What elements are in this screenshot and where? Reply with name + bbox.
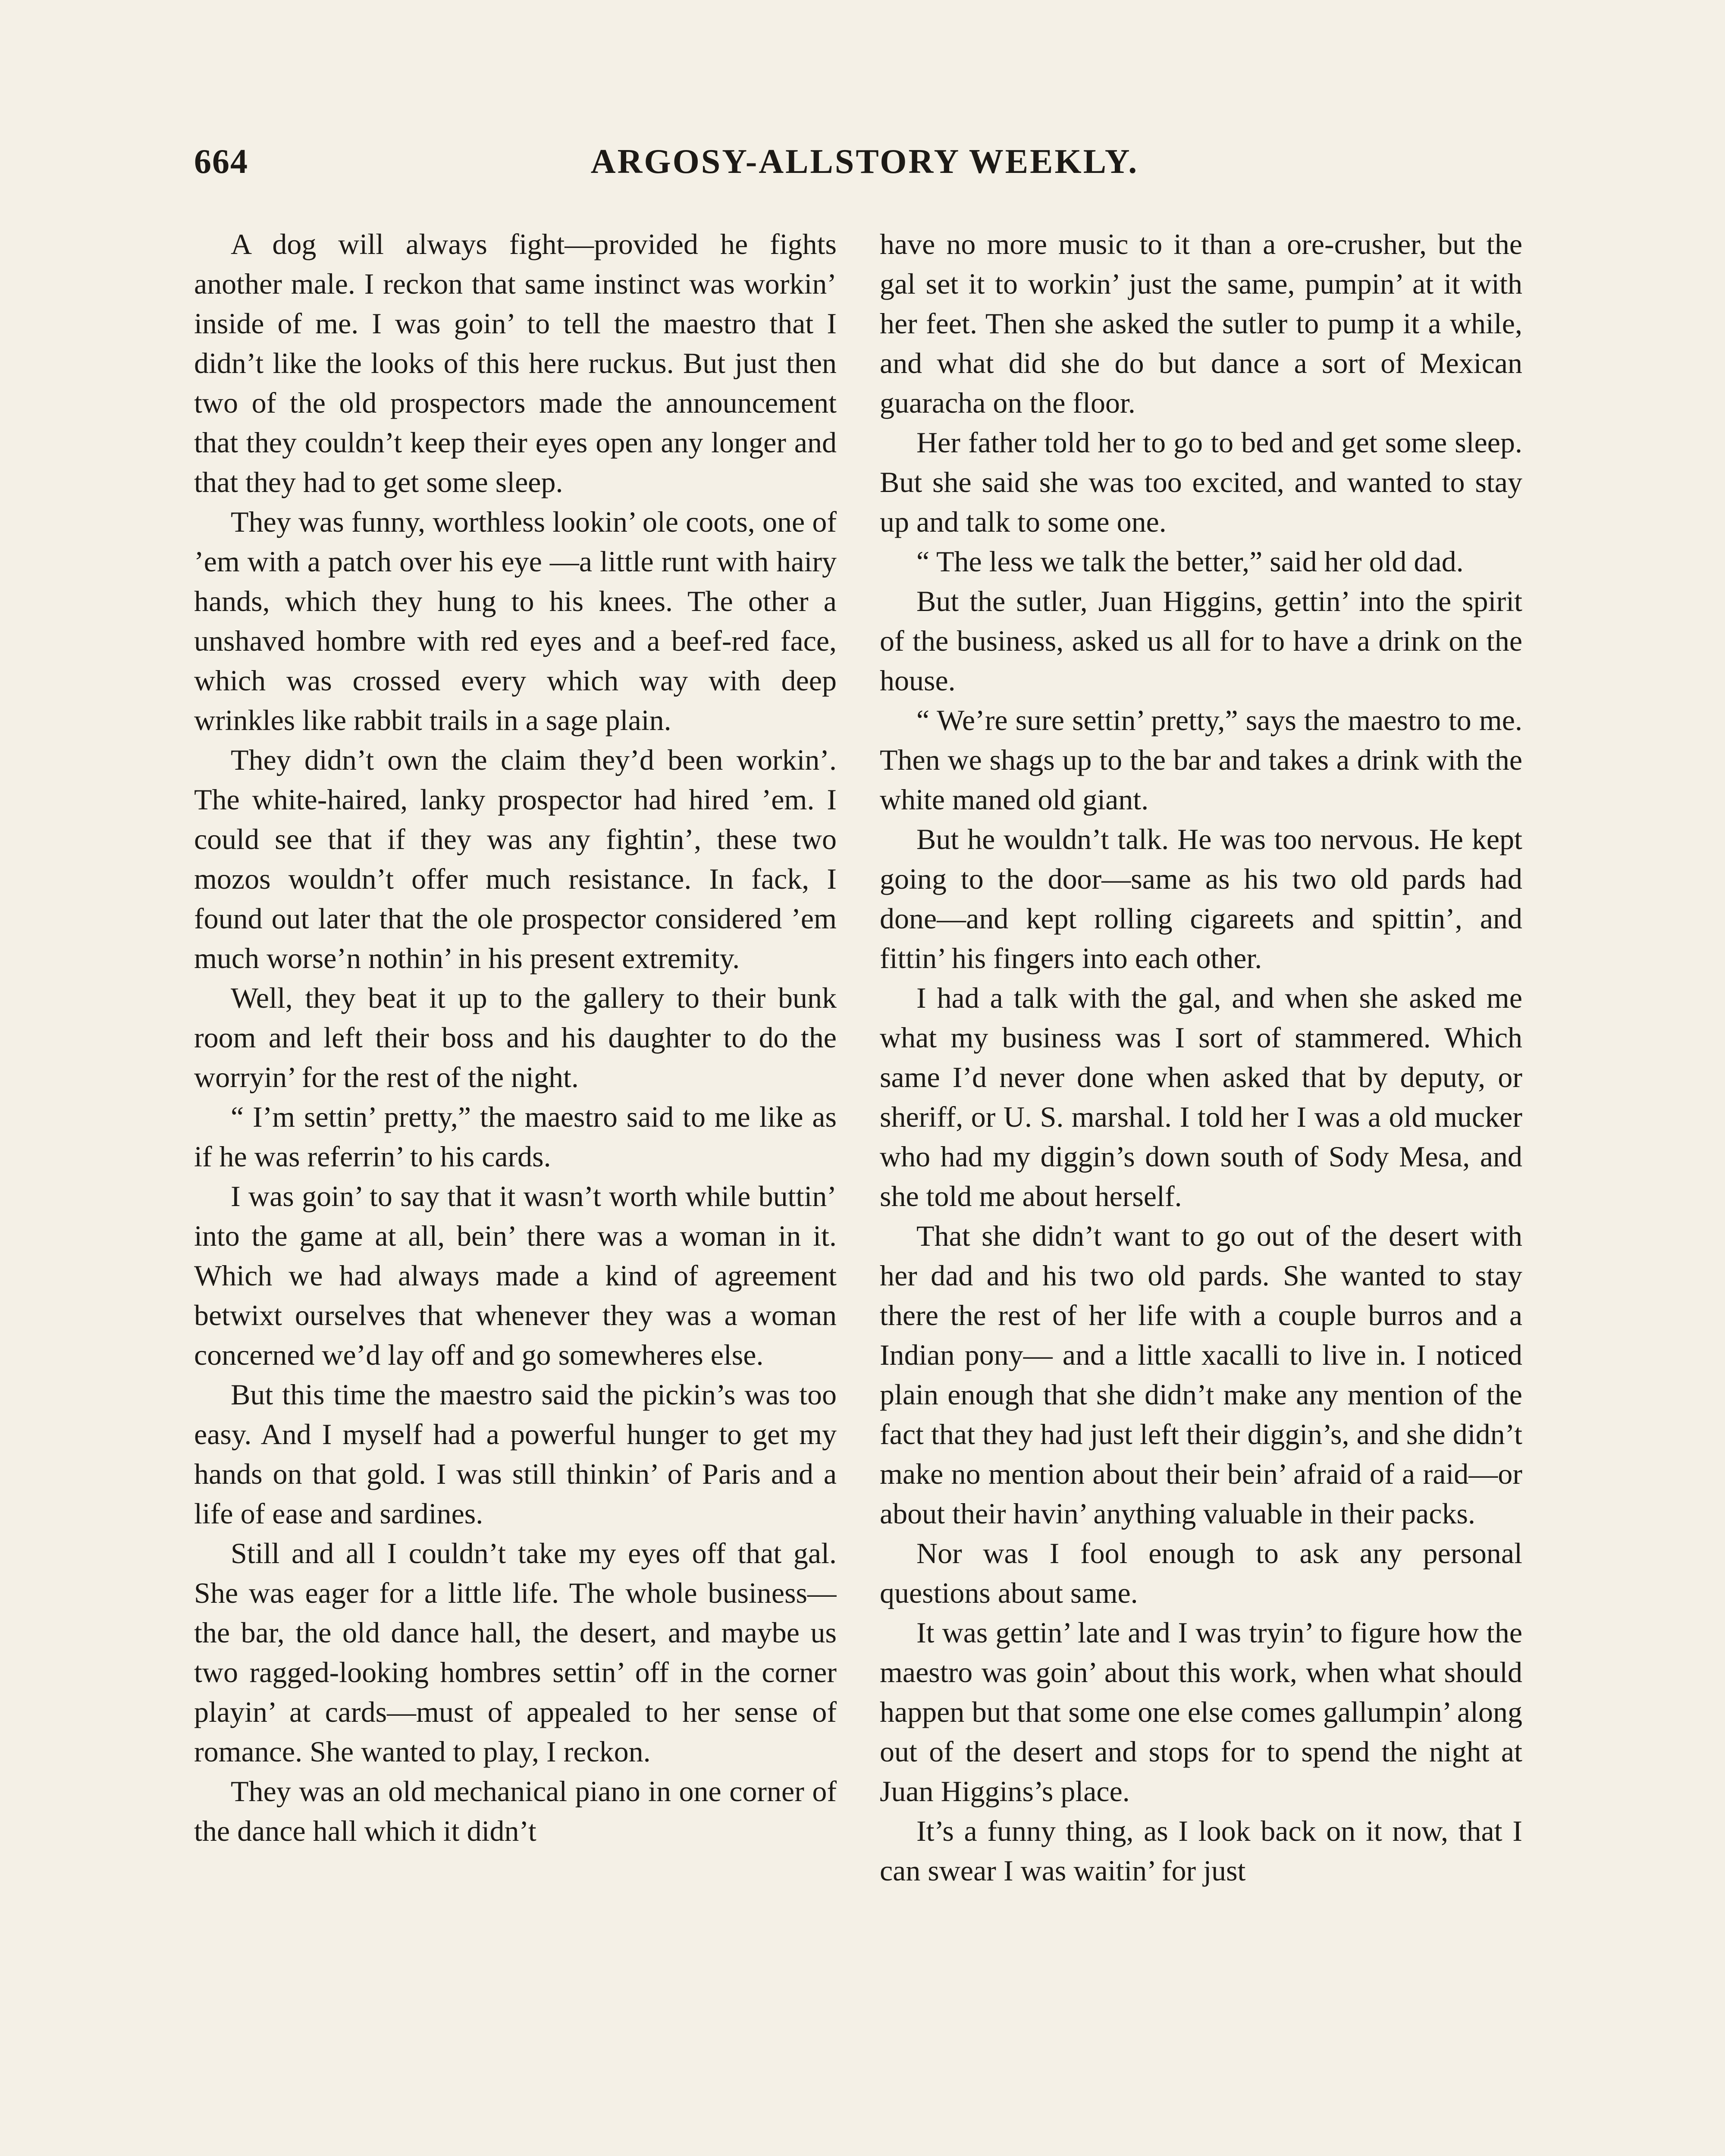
paragraph: Her father told her to go to bed and get some sleep. But she said she was too excited, and wanted to stay up and talk to some one.: [880, 426, 1522, 538]
paragraph: They didn’t own the claim they’d been workin’. The white-haired, lanky prospector had hired ’em. I could see that if they was any fightin’, these two mozos wouldn’t offer much resistance. In fack, I found out later that the ole prospector considered ’em much worse’n nothin’ in his present extremity.: [194, 743, 837, 975]
paragraph: Nor was I fool enough to ask any personal questions about same.: [880, 1537, 1522, 1609]
paragraph: “ I’m settin’ pretty,” the maestro said to me like as if he was referrin’ to his cards.: [194, 1100, 837, 1173]
paragraph: A dog will always fight—provided he fights another male. I reckon that same instinct was workin’ inside of me. I was goin’ to tell the maestro that I didn’t like the looks of this here ruckus. But just then two of the old prospectors made the announcement that they couldn’t keep their eyes open any longer and that they had to get some sleep.: [194, 228, 837, 498]
continued-paragraph: have no more music to it than a ore-crusher, but the gal set it to workin’ just the same, pumpin’ at it with her feet. Then she asked the sutler to pump it a while, and what did she do but dance a sort of Mexican guaracha on the floor.: [880, 228, 1522, 419]
paragraph: Still and all I couldn’t take my eyes off that gal. She was eager for a little life. The whole business—the bar, the old dance hall, the desert, and maybe us two ragged-looking hombres settin’ off in the corner playin’ at cards—must of appealed to her sense of romance. She wanted to play, I reckon.: [194, 1537, 837, 1768]
right-column: [880, 224, 1522, 2156]
paragraph: It was gettin’ late and I was tryin’ to figure how the maestro was goin’ about this work, when what should happen but that some one else comes gallumpin’ along out of the desert and stops for to spend the night at Juan Higgins’s place.: [880, 1616, 1522, 1808]
paragraph: I had a talk with the gal, and when she asked me what my business was I sort of stammered. Which same I’d never done when asked that by deputy, or sheriff, or U. S. marshal. I told her I was a old mucker who had my diggin’s down south of Sody Mesa, and she told me about herself.: [880, 981, 1522, 1213]
paragraph: It’s a funny thing, as I look back on it now, that I can swear I was waitin’ for just: [880, 1814, 1522, 1887]
paragraph: Well, they beat it up to the gallery to their bunk room and left their boss and his daughter to do the worryin’ for the rest of the night.: [194, 981, 837, 1094]
page-header: [194, 142, 1535, 190]
paragraph: They was funny, worthless lookin’ ole coots, one of ’em with a patch over his eye —a little runt with hairy hands, which they hung to his knees. The other a unshaved hombre with red eyes and a beef-red face, which was crossed every which way with deep wrinkles like rabbit trails in a sage plain.: [194, 505, 837, 736]
page-number: 664: [194, 143, 248, 181]
paragraph: But he wouldn’t talk. He was too nervous. He kept going to the door—same as his two old pards had done—and kept rolling cigareets and spittin’, and fittin’ his fingers into each other.: [880, 823, 1522, 975]
running-head: ARGOSY-ALLSTORY WEEKLY.: [590, 143, 1139, 181]
paragraph: But this time the maestro said the pickin’s was too easy. And I myself had a powerful hunger to get my hands on that gold. I was still thinkin’ of Paris and a life of ease and sardines.: [194, 1378, 837, 1530]
paragraph: I was goin’ to say that it wasn’t worth while buttin’ into the game at all, bein’ there was a woman in it. Which we had always made a kind of agreement betwixt ourselves that whenever they was a woman concerned we’d lay off and go somewheres else.: [194, 1180, 837, 1371]
paragraph: “ We’re sure settin’ pretty,” says the maestro to me. Then we shags up to the bar and takes a drink with the white maned old giant.: [880, 704, 1522, 816]
left-column: [194, 224, 837, 2156]
paragraph: They was an old mechanical piano in one corner of the dance hall which it didn’t: [194, 1775, 837, 1847]
paragraph: “ The less we talk the better,” said her old dad.: [916, 545, 1464, 578]
paragraph: But the sutler, Juan Higgins, gettin’ into the spirit of the business, asked us all for to have a drink on the house.: [880, 585, 1522, 697]
paragraph: That she didn’t want to go out of the desert with her dad and his two old pards. She wanted to stay there the rest of her life with a couple burros and a Indian pony— and a little xacalli to live in. I noticed plain enough that she didn’t make any mention of the fact that they had just left their diggin’s, and she didn’t make no mention about their bein’ afraid of a raid—or about their havin’ anything valuable in their packs.: [880, 1219, 1522, 1530]
